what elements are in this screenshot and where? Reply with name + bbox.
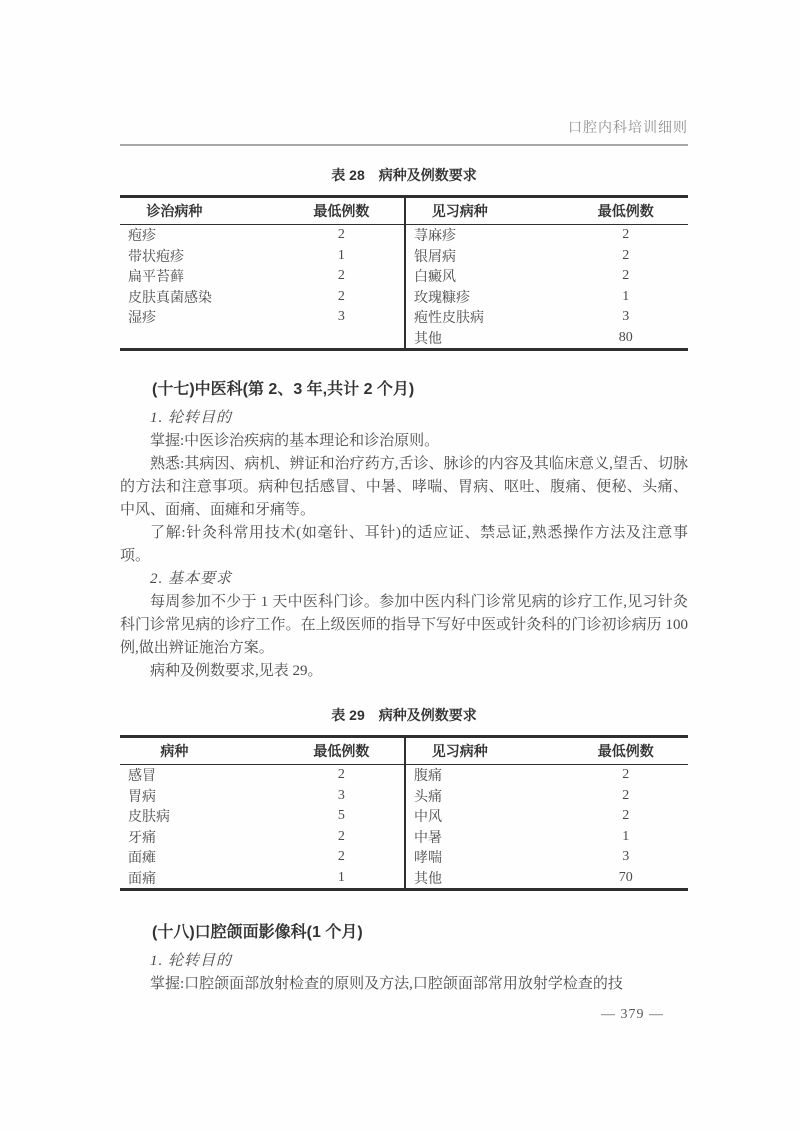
table-header-row <box>120 738 404 765</box>
paragraph-see-table: 病种及例数要求,见表 29。 <box>150 663 323 679</box>
column-header-min-cases: 最低例数 <box>597 743 654 759</box>
disease-cell: 扁平苔藓 <box>128 270 184 286</box>
paragraph-master: 掌握:口腔颌面部放射检查的原则及方法,口腔颌面部常用放射学检查的技 <box>150 976 623 992</box>
subsection-rotation-objective: 1. 轮转目的 <box>150 953 233 969</box>
disease-cell: 头痛 <box>414 789 442 805</box>
disease-cell: 感冒 <box>128 769 156 785</box>
section-17 <box>120 378 688 683</box>
disease-cell: 中风 <box>414 810 442 826</box>
disease-cell: 疱性皮肤病 <box>414 311 484 327</box>
table-row <box>406 806 688 827</box>
column-header-disease: 病种 <box>160 743 189 759</box>
disease-cell: 牙痛 <box>128 830 156 846</box>
page-content <box>120 117 688 1023</box>
table-row <box>406 765 688 786</box>
section-18 <box>120 921 688 996</box>
table-row <box>406 266 688 287</box>
disease-cell: 皮肤真菌感染 <box>128 290 212 306</box>
column-header-disease: 诊治病种 <box>146 203 203 219</box>
disease-cell: 银屑病 <box>414 249 456 265</box>
count-cell: 3 <box>337 787 345 803</box>
page-number: — 379 — <box>601 1007 664 1022</box>
count-cell: 3 <box>622 849 630 865</box>
disease-cell: 腹痛 <box>414 769 442 785</box>
disease-cell: 玫瑰糠疹 <box>414 290 470 306</box>
count-cell: 3 <box>622 309 630 325</box>
table-29-caption: 表 29 病种及例数要求 <box>331 707 477 723</box>
table-row <box>406 847 688 868</box>
count-cell: 1 <box>622 828 630 844</box>
count-cell: 2 <box>622 227 630 243</box>
table-row <box>120 868 404 889</box>
count-cell: 70 <box>618 869 633 885</box>
subsection-rotation-objective: 1. 轮转目的 <box>150 410 233 426</box>
table-row <box>406 287 688 308</box>
table-29 <box>120 735 688 891</box>
table-28-left-half <box>120 198 404 348</box>
count-cell: 3 <box>337 309 345 325</box>
disease-cell: 荨麻疹 <box>414 229 456 245</box>
table-28-caption: 表 28 病种及例数要求 <box>331 167 477 183</box>
table-28-right-half <box>404 198 688 348</box>
count-cell: 1 <box>337 247 345 263</box>
paragraph-requirements: 每周参加不少于 1 天中医科门诊。参加中医内科门诊常见病的诊疗工作,见习针灸科门诊常见病的诊疗工作。在上级医师的指导下写好中医或针灸科的门诊初诊病历 100 例,做出辨证施治方案。 <box>120 594 688 656</box>
table-row <box>406 827 688 848</box>
table-row <box>406 246 688 267</box>
disease-cell: 哮喘 <box>414 851 442 867</box>
column-header-min-cases: 最低例数 <box>313 203 370 219</box>
table-29-block <box>120 705 688 891</box>
table-header-row <box>120 198 404 225</box>
table-row <box>120 287 404 308</box>
table-row <box>120 847 404 868</box>
table-row <box>120 225 404 246</box>
count-cell: 2 <box>337 268 345 284</box>
count-cell: 2 <box>337 849 345 865</box>
paragraph-understand: 了解:针灸科常用技术(如毫针、耳针)的适应证、禁忌证,熟悉操作方法及注意事项。 <box>120 525 688 564</box>
table-row <box>406 786 688 807</box>
count-cell: 2 <box>337 828 345 844</box>
running-head: 口腔内科培训细则 <box>120 117 688 146</box>
count-cell: 2 <box>337 288 345 304</box>
table-row <box>120 827 404 848</box>
disease-cell: 湿疹 <box>128 311 156 327</box>
table-row <box>120 806 404 827</box>
table-header-row <box>406 738 688 765</box>
table-29-left-half <box>120 738 404 888</box>
table-row <box>406 868 688 889</box>
paragraph-familiar: 熟悉:其病因、病机、辨证和治疗药方,舌诊、脉诊的内容及其临床意义,望舌、切脉的方法和注意事项。病种包括感冒、中暑、哮喘、胃病、呕吐、腹痛、便秘、头痛、中风、面痛、面瘫和牙痛等。 <box>120 456 688 518</box>
table-row <box>120 786 404 807</box>
disease-cell: 胃病 <box>128 789 156 805</box>
table-row <box>120 765 404 786</box>
disease-cell: 面瘫 <box>128 851 156 867</box>
count-cell: 2 <box>622 247 630 263</box>
table-29-right-half <box>404 738 688 888</box>
table-row <box>120 246 404 267</box>
count-cell: 2 <box>622 767 630 783</box>
count-cell: 1 <box>337 869 345 885</box>
subsection-basic-requirements: 2. 基本要求 <box>150 571 233 587</box>
disease-cell: 带状疱疹 <box>128 249 184 265</box>
table-28-block <box>120 165 688 351</box>
table-row <box>120 266 404 287</box>
column-header-min-cases: 最低例数 <box>597 203 654 219</box>
count-cell: 80 <box>618 329 633 345</box>
disease-cell: 其他 <box>414 331 442 347</box>
column-header-observe-disease: 见习病种 <box>431 743 488 759</box>
table-row <box>406 225 688 246</box>
disease-cell: 其他 <box>414 871 442 887</box>
count-cell: 2 <box>337 227 345 243</box>
section-18-heading: (十八)口腔颌面影像科(1 个月) <box>152 924 363 941</box>
section-17-heading: (十七)中医科(第 2、3 年,共计 2 个月) <box>152 381 415 398</box>
disease-cell: 皮肤病 <box>128 810 170 826</box>
disease-cell: 中暑 <box>414 830 442 846</box>
count-cell: 2 <box>622 787 630 803</box>
column-header-observe-disease: 见习病种 <box>431 203 488 219</box>
disease-cell: 面痛 <box>128 871 156 887</box>
disease-cell: 疱疹 <box>128 229 156 245</box>
column-header-min-cases: 最低例数 <box>313 743 370 759</box>
table-row <box>406 307 688 328</box>
table-28 <box>120 195 688 351</box>
table-header-row <box>406 198 688 225</box>
count-cell: 5 <box>337 808 345 824</box>
paragraph-master: 掌握:中医诊治疾病的基本理论和诊治原则。 <box>150 433 440 449</box>
count-cell: 2 <box>622 808 630 824</box>
disease-cell: 白癜风 <box>414 270 456 286</box>
table-row <box>406 328 688 349</box>
count-cell: 1 <box>622 288 630 304</box>
count-cell: 2 <box>622 268 630 284</box>
table-row <box>120 307 404 328</box>
count-cell: 2 <box>337 767 345 783</box>
